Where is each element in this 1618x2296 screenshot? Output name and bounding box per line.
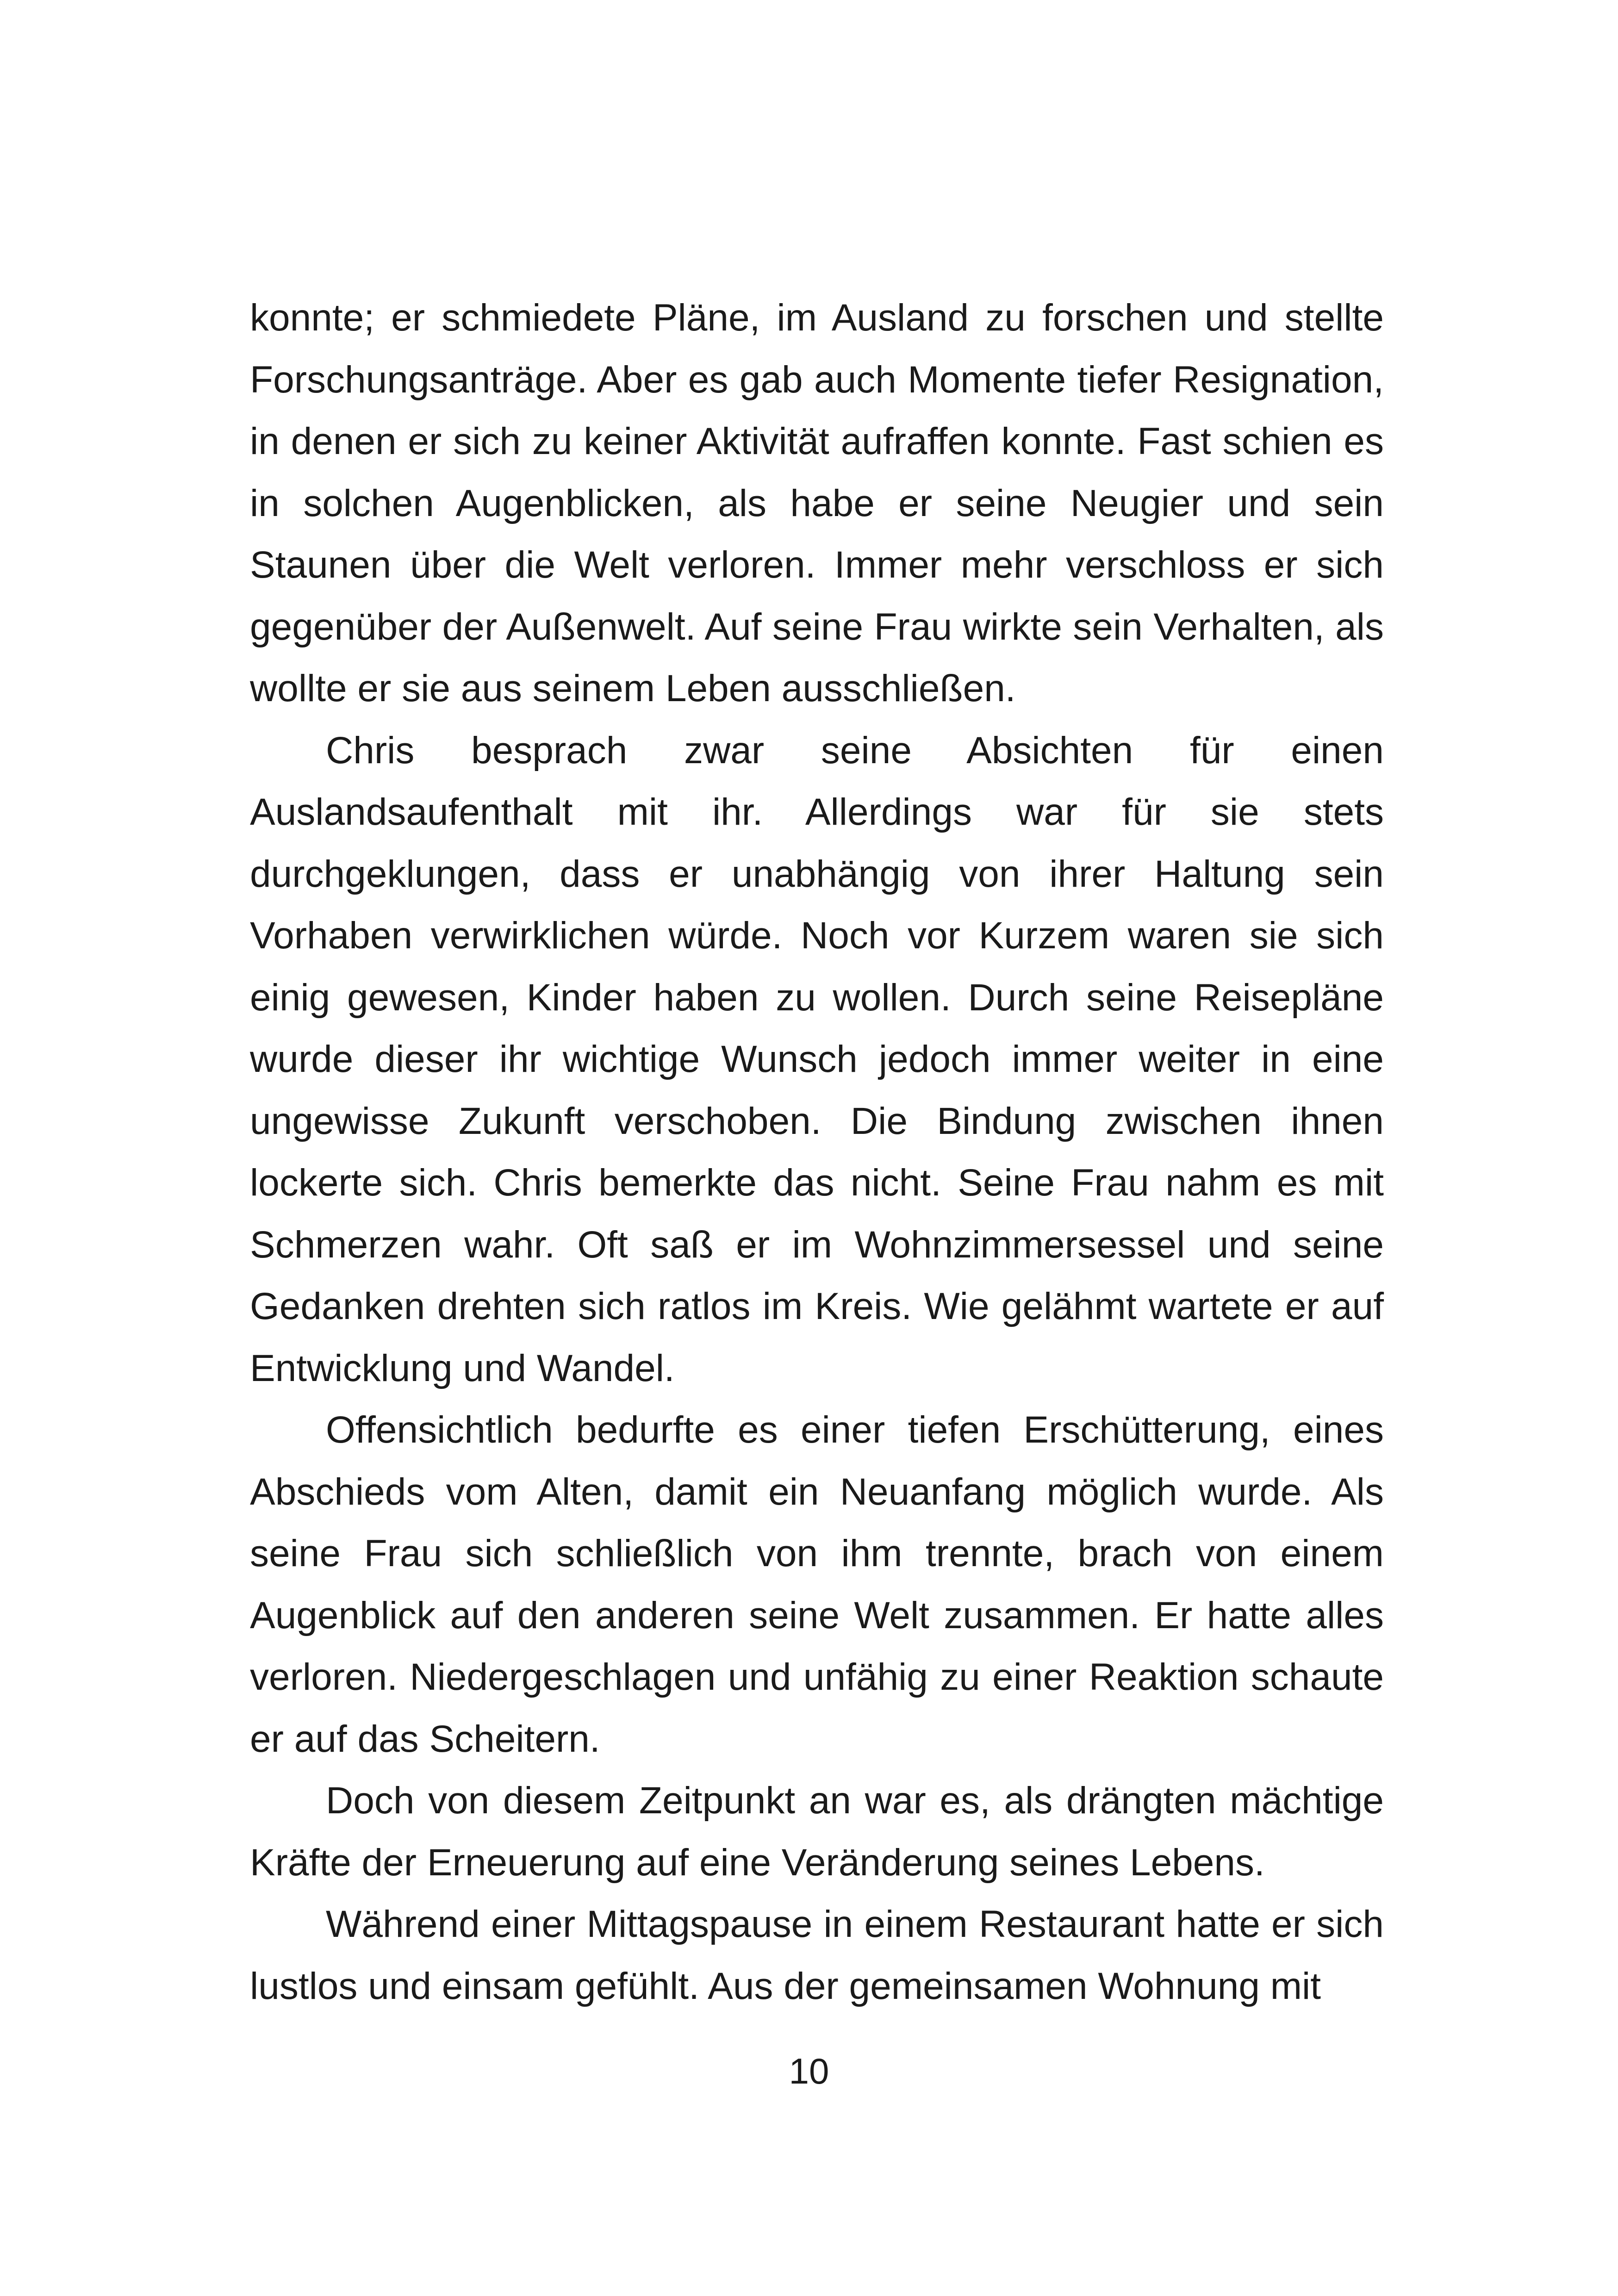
page-number: 10 (789, 2051, 829, 2091)
paragraph-4: Doch von diesem Zeitpunkt an war es, als drängten mächtige Kräfte der Erneuerung auf eine Veränderung seines Lebens. (250, 1780, 1384, 1884)
paragraph-1: konnte; er schmiedete Pläne, im Ausland zu forschen und stellte Forschungsanträge. Aber es gab auch Momente tiefer Resignation, in denen er sich zu keiner Aktivität aufraffen konnte. Fast schien es in solchen Augenblicken, als habe er seine Neugier und sein Staunen über die Welt verloren. Immer mehr verschloss er sich gegenüber der Außenwelt. Auf seine Frau wirkte sein Verhalten, als wollte er sie aus seinem Leben ausschließen. (250, 297, 1384, 709)
paragraph-2: Chris besprach zwar seine Absichten für einen Auslandsaufenthalt mit ihr. Allerdings war für sie stets durchgeklungen, dass er unabhängig von ihrer Haltung sein Vorhaben verwirklichen würde. Noch vor Kurzem waren sie sich einig gewesen, Kinder haben zu wollen. Durch seine Reisepläne wurde dieser ihr wichtige Wunsch jedoch immer weiter in eine ungewisse Zukunft verschoben. Die Bindung zwischen ihnen lockerte sich. Chris bemerkte das nicht. Seine Frau nahm es mit Schmerzen wahr. Oft saß er im Wohnzimmersessel und seine Gedanken drehten sich ratlos im Kreis. Wie gelähmt wartete er auf Entwicklung und Wandel. (250, 729, 1384, 1389)
page-body (250, 287, 1384, 2017)
paragraph-5: Während einer Mittagspause in einem Restaurant hatte er sich lustlos und einsam gefühlt. Aus der gemeinsamen Wohnung mit (250, 1903, 1384, 2007)
paragraph-3: Offensichtlich bedurfte es einer tiefen Erschütterung, eines Abschieds vom Alten, damit ein Neuanfang möglich wurde. Als seine Frau sich schließlich von ihm trennte, brach von einem Augenblick auf den anderen seine Welt zusammen. Er hatte alles verloren. Niedergeschlagen und unfähig zu einer Reaktion schaute er auf das Scheitern. (250, 1409, 1384, 1760)
